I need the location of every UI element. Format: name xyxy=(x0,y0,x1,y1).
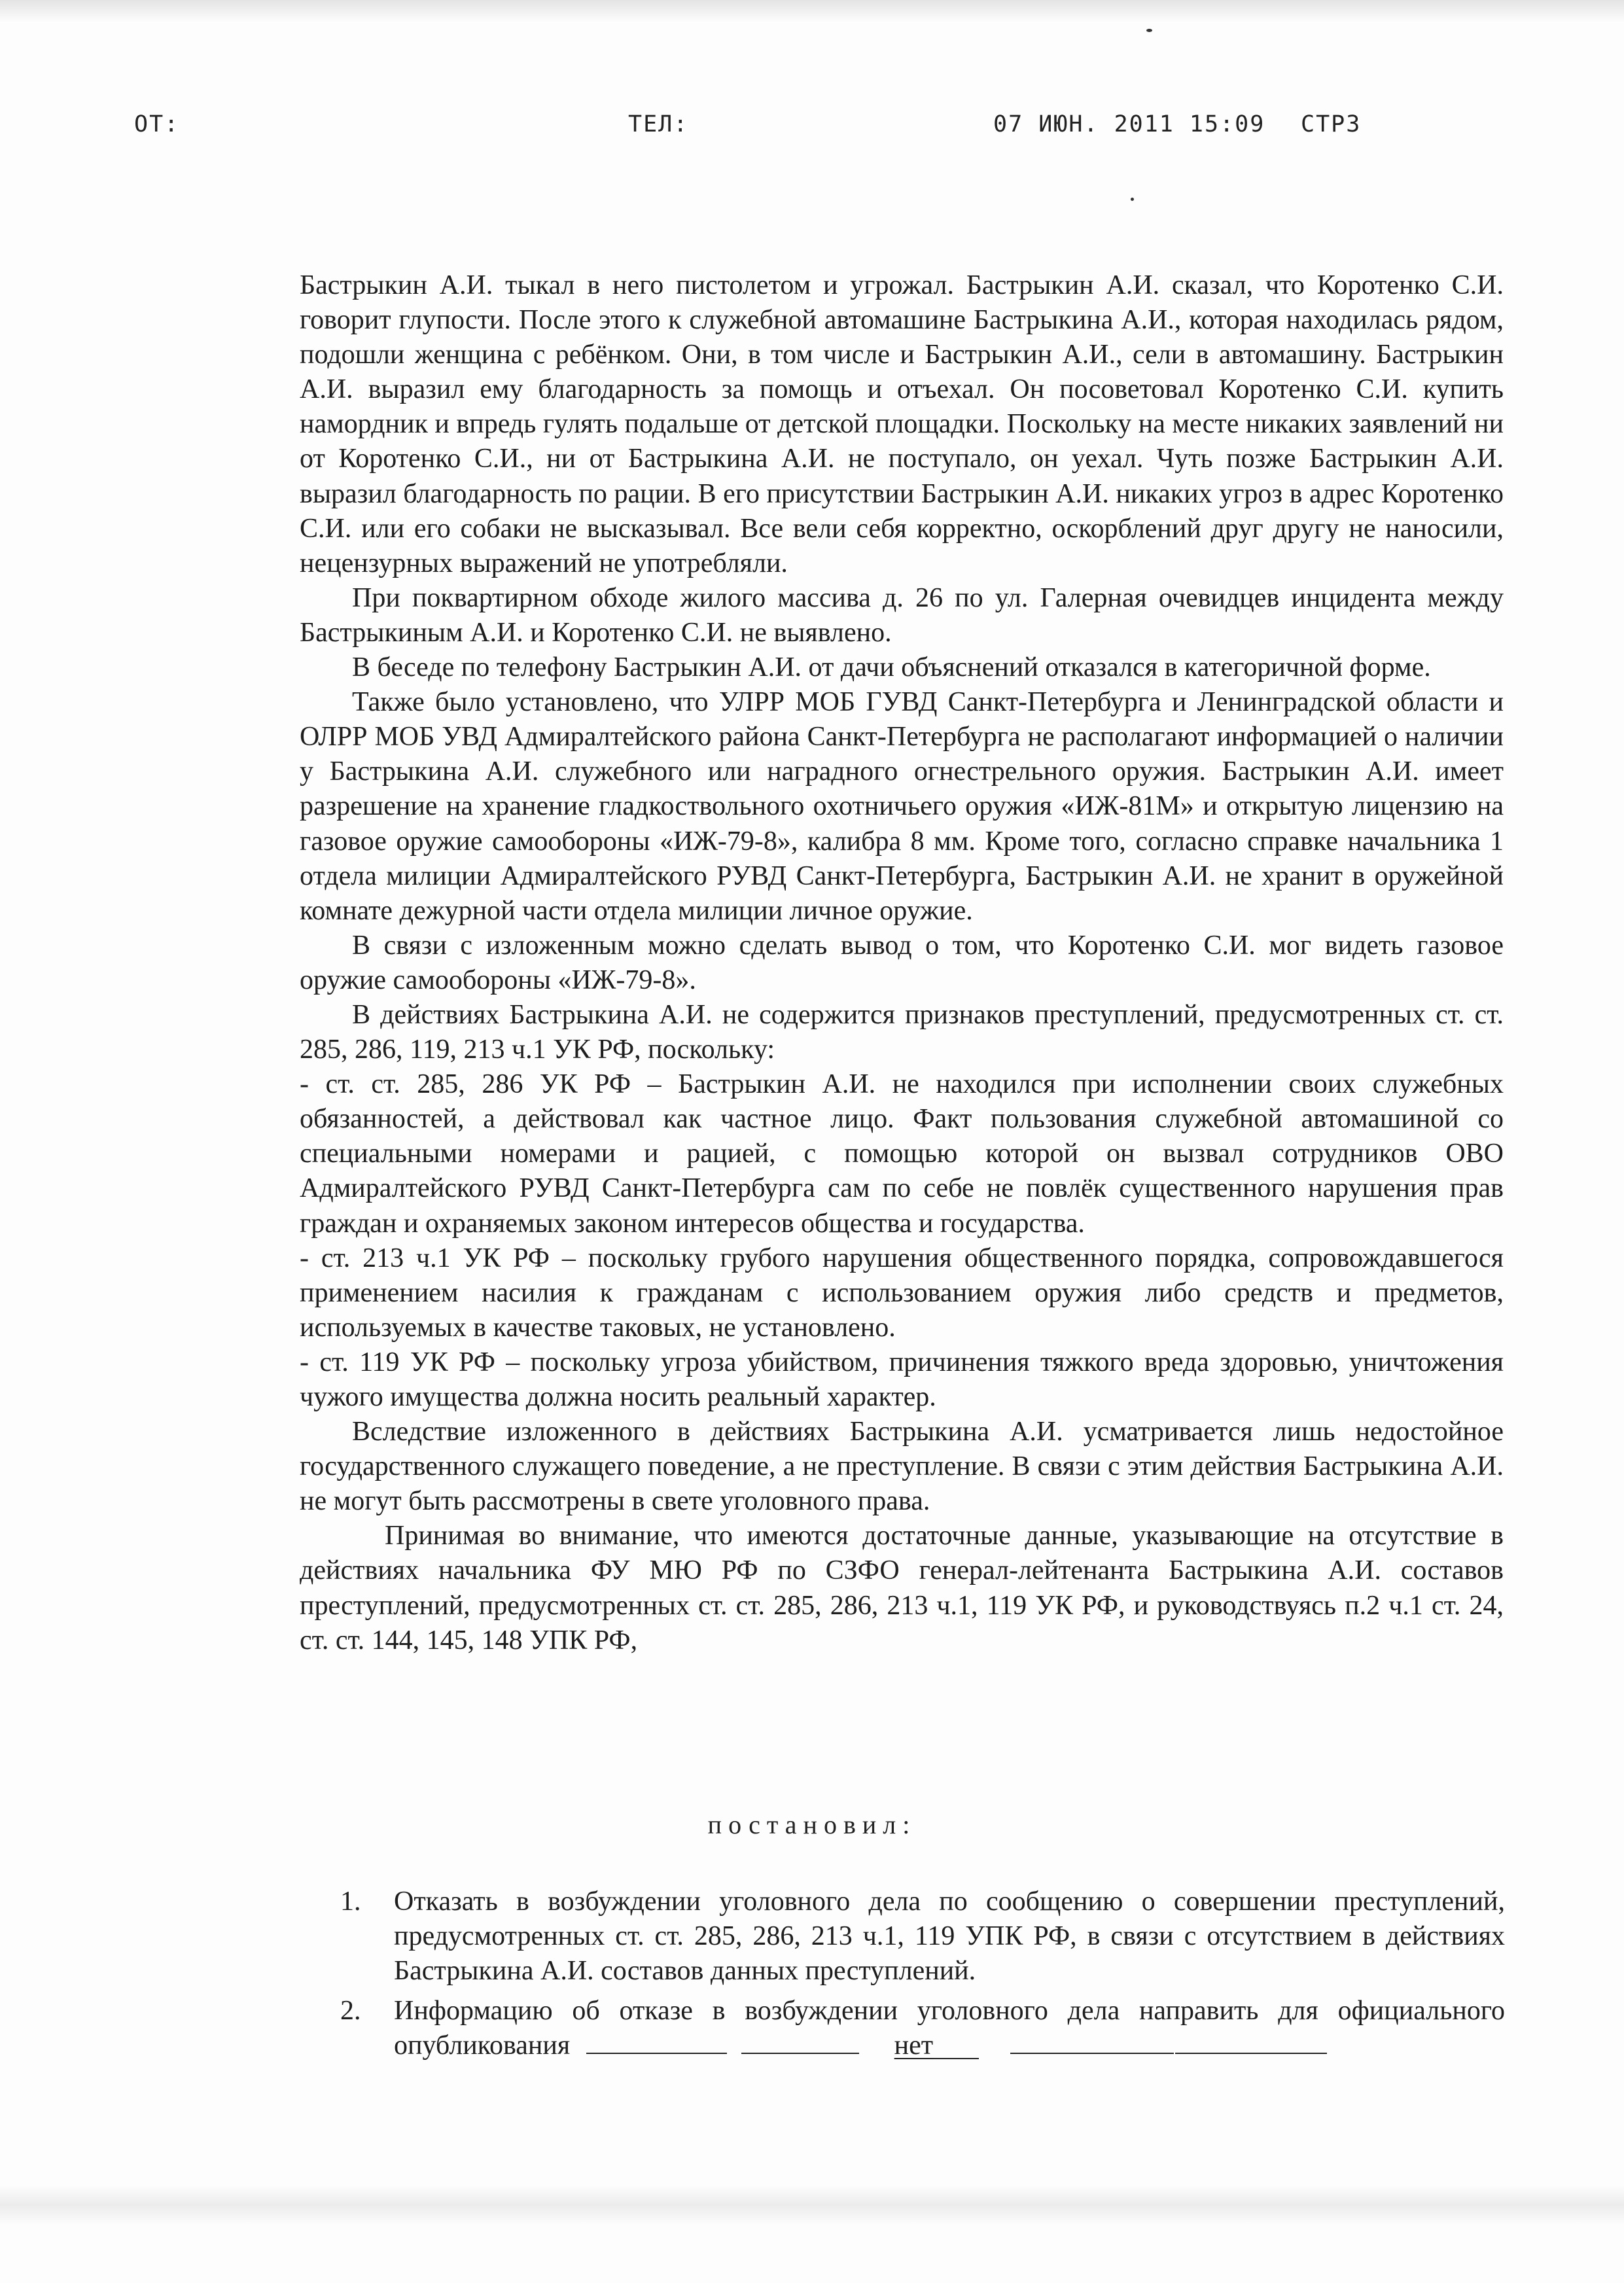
decision-number: 1. xyxy=(340,1886,361,1917)
paragraph: Бастрыкин А.И. тыкал в него пистолетом и угрожал. Бастрыкин А.И. сказал, что Коротенко С.И. говорит глупости. После этого к служебной автомашине Бастрыкина А.И., которая находилась рядом, подошли женщина с ребёнком. Они, в том числе и Бастрыкин А.И., сели в автомашину. Бастрыкин А.И. выразил ему благодарность за помощь и отъехал. Он посоветовал Коротенко С.И. купить намордник и впредь гулять подальше от детской площадки. Поскольку на месте никаких заявлений ни от Коротенко С.И., ни от Бастрыкина А.И. не поступало, он уехал. Чуть позже Бастрыкин А.И. выразил благодарность по рации. В его присутствии Бастрыкин А.И. никаких угроз в адрес Коротенко С.И. или его собаки не высказывал. Все вели себя корректно, оскорблений друг другу не наносили, нецензурных выражений не употребляли. xyxy=(300,270,1504,578)
blank-line xyxy=(1010,2033,1174,2054)
fax-datetime: 07 ИЮН. 2011 15:09 xyxy=(993,111,1265,137)
decision-text: Информацию об отказе в возбуждении уголовного дела направить для официального опубликования xyxy=(394,1996,1505,2061)
blank-line xyxy=(586,2033,727,2054)
fax-page-number: СТР3 xyxy=(1301,111,1362,137)
decision-item xyxy=(340,1885,1505,1989)
paragraph: При поквартирном обходе жилого массива д. 26 по ул. Галерная очевидцев инцидента между Бастрыкиным А.И. и Коротенко С.И. не выявлено. xyxy=(300,582,1504,648)
paragraph: Вследствие изложенного в действиях Бастрыкина А.И. усматривается лишь недостойное государственного служащего поведение, а не преступление. В связи с этим действия Бастрыкина А.И. не могут быть рассмотрены в свете уголовного права. xyxy=(300,1417,1504,1517)
paragraph: - ст. 119 УК РФ – поскольку угроза убийством, причинения тяжкого вреда здоровью, уничтожения чужого имущества должна носить реальный характер. xyxy=(300,1347,1504,1412)
scan-speck xyxy=(1146,29,1152,32)
decision-text: Отказать в возбуждении уголовного дела по сообщению о совершении преступлений, предусмотренных ст. ст. 285, 286, 213 ч.1, 119 УПК РФ, в связи с отсутствием в действиях Бастрыкина А.И. составов данных преступлений. xyxy=(394,1886,1505,1986)
scan-edge-top xyxy=(0,0,1624,22)
paragraph: В действиях Бастрыкина А.И. не содержится признаков преступлений, предусмотренных ст. ст. 285, 286, 119, 213 ч.1 УК РФ, поскольку: xyxy=(300,999,1504,1065)
fax-tel-label: ТЕЛ: xyxy=(628,111,689,137)
blank-line xyxy=(1175,2033,1327,2054)
decision-item xyxy=(340,1994,1505,2063)
paragraph: Также было установлено, что УЛРР МОБ ГУВД Санкт-Петербурга и Ленинградской области и ОЛРР МОБ УВД Адмиралтейского района Санкт-Петербурга не располагают информацией о наличии у Бастрыкина А.И. служебного или наградного огнестрельного оружия. Бастрыкин А.И. имеет разрешение на хранение гладкоствольного охотничьего оружия «ИЖ-81М» и открытую лицензию на газовое оружие самообороны «ИЖ-79-8», калибра 8 мм. Кроме того, согласно справке начальника 1 отдела милиции Адмиралтейского РУВД Санкт-Петербурга, Бастрыкин А.И. не хранит в оружейной комнате дежурной части отдела милиции личное оружие. xyxy=(300,687,1504,926)
decision-list xyxy=(340,1885,1505,2068)
decision-number: 2. xyxy=(340,1996,361,2026)
document-body xyxy=(300,268,1504,1658)
resolution-heading: постановил: xyxy=(707,1810,917,1839)
publication-value: нет xyxy=(894,2033,979,2059)
paragraph: В беседе по телефону Бастрыкин А.И. от дачи объяснений отказался в категоричной форме. xyxy=(352,652,1431,683)
paragraph: Принимая во внимание, что имеются достаточные данные, указывающие на отсутствие в действиях начальника ФУ МЮ РФ по СЗФО генерал-лейтенанта Бастрыкина А.И. составов преступлений, предусмотренных ст. ст. 285, 286, 213 ч.1, 119 УК РФ, и руководствуясь п.2 ч.1 ст. 24, ст. ст. 144, 145, 148 УПК РФ, xyxy=(300,1521,1504,1655)
paragraph: В связи с изложенным можно сделать вывод о том, что Коротенко С.И. мог видеть газовое оружие самообороны «ИЖ-79-8». xyxy=(300,930,1504,995)
paragraph: - ст. 213 ч.1 УК РФ – поскольку грубого нарушения общественного порядка, сопровождавшегося применением насилия к гражданам с использованием оружия либо средств и предметов, используемых в качестве таковых, не установлено. xyxy=(300,1243,1504,1343)
scan-edge-bottom xyxy=(0,2186,1624,2225)
scan-speck xyxy=(1131,198,1134,201)
fax-from-label: ОТ: xyxy=(134,111,180,137)
paragraph: - ст. ст. 285, 286 УК РФ – Бастрыкин А.И. не находился при исполнении своих служебных обязанностей, а действовал как частное лицо. Факт пользования служебной автомашиной со специальными номерами и рацией, с помощью которой он вызвал сотрудников ОВО Адмиралтейского РУВД Санкт-Петербурга сам по себе не повлёк существенного нарушения прав граждан и охраняемых законом интересов общества и государства. xyxy=(300,1069,1504,1239)
blank-line xyxy=(741,2033,859,2054)
